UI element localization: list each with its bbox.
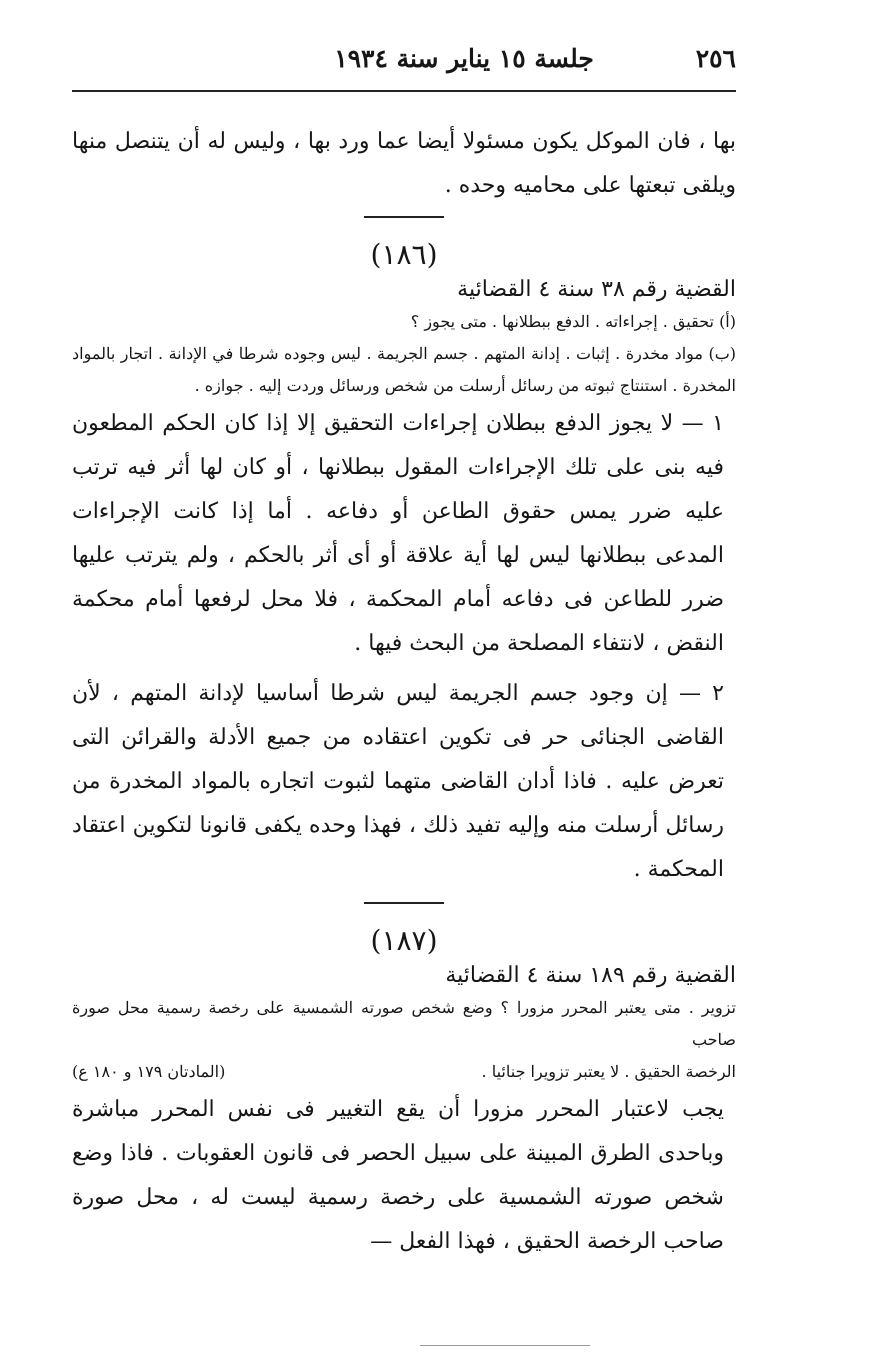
case-187-summary-line-1: تزوير . متى يعتبر المحرر مزورا ؟ وضع شخص صورته الشمسية على رخصة رسمية محل صورة صاحب <box>72 998 737 1049</box>
case-186-number: (١٨٦) <box>370 238 438 271</box>
case-187-number: (١٨٧) <box>370 924 438 957</box>
case-186-summary-b: (ب) مواد مخدرة . إثبات . إدانة المتهم . جسم الجريمة . ليس وجوده شرطا في الإدانة . اتجار بالمواد المخدرة . استنتاج ثبوته من رسائل أرسلت من شخص ورسائل وردت إليه . جوازه . <box>72 344 736 395</box>
case-186-summary-a: (أ) تحقيق . إجراءاته . الدفع ببطلانها . متى يجوز ؟ <box>410 312 736 331</box>
case-186-point-1: ١ — لا يجوز الدفع ببطلان إجراءات التحقيق إلا إذا كان الحكم المطعون فيه بنى على تلك الإجراءات المقول ببطلانها ، أو كان لها أثر فيه ترتب عليه ضرر يمس حقوق الطاعن أو دفاعه . أما إذا كانت الإجراءات المدعى ببطلانها ليس لها أية علاقة أو أى أثر بالحكم ، ولم يترتب عليها ضرر للطاعن فى دفاعه أمام المحكمة ، فلا محل لرفعها أمام محكمة النقض ، لانتفاء المصلحة من البحث فيها . <box>72 411 724 656</box>
case-187-summary-row <box>72 1056 736 1088</box>
case-186-point-2: ٢ — إن وجود جسم الجريمة ليس شرطا أساسيا لإدانة المتهم ، لأن القاضى الجنائى حر فى تكوين اعتقاده من جميع الأدلة والقرائن التى تعرض عليه . فاذا أدان القاضى متهما لثبوت اتجاره بالمواد المخدرة من رسائل أرسلت منه وإليه تفيد ذلك ، فهذا وحده يكفى قانونا لتكوين اعتقاد المحكمة . <box>72 681 724 882</box>
page-header <box>72 44 736 84</box>
intro-paragraph: بها ، فان الموكل يكون مسئولا أيضا عما ورد بها ، وليس له أن يتنصل منها ويلقى تبعتها على محاميه وحده . <box>72 129 736 198</box>
running-head: جلسة ١٥ يناير سنة ١٩٣٤ <box>334 44 594 73</box>
page-body <box>72 120 736 1264</box>
section-divider <box>364 216 444 218</box>
case-186-reference: القضية رقم ٣٨ سنة ٤ القضائية <box>457 277 736 302</box>
case-187-articles: (المادتان ١٧٩ و ١٨٠ ع) <box>72 1062 226 1081</box>
case-187-summary-line-2: الرخصة الحقيق . لا يعتبر تزويرا جنائيا . <box>481 1062 736 1081</box>
case-187-paragraph: يجب لاعتبار المحرر مزورا أن يقع التغيير فى نفس المحرر مباشرة وباحدى الطرق المبينة على سبيل الحصر فى قانون العقوبات . فاذا وضع شخص صورته الشمسية على رخصة رسمية ليست له ، محل صورة صاحب الرخصة الحقيق ، فهذا الفعل — <box>72 1097 724 1254</box>
footer-rule <box>420 1345 590 1346</box>
header-rule <box>72 90 736 92</box>
page-number: ٢٥٦ <box>695 44 736 73</box>
case-187-reference: القضية رقم ١٨٩ سنة ٤ القضائية <box>445 963 736 988</box>
section-divider <box>364 902 444 904</box>
